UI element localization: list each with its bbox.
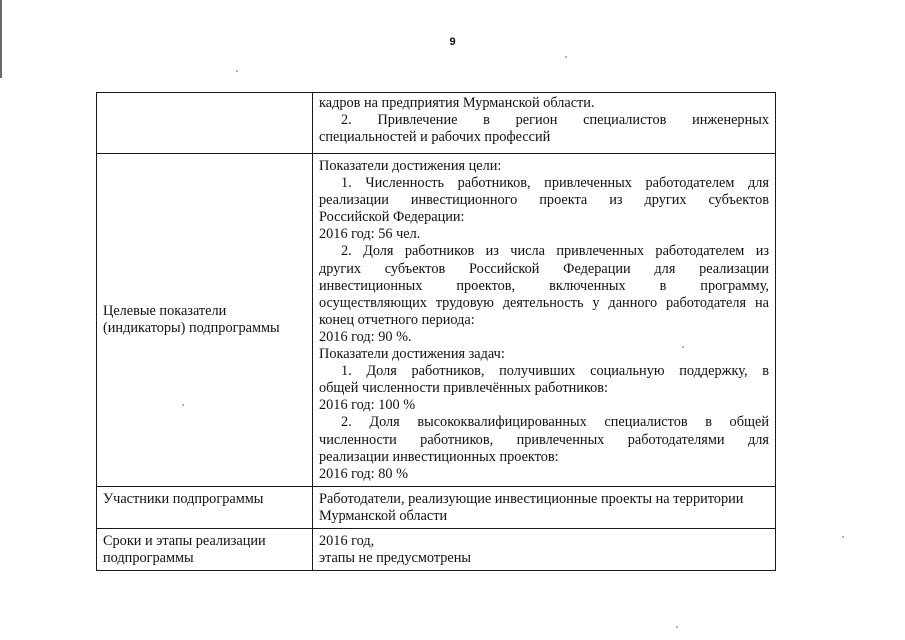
- row-label: (индикаторы) подпрограммы: [103, 319, 280, 336]
- text-line: 2016 год: 90 %.: [319, 328, 412, 345]
- text-line: 2016 год: 100 %: [319, 397, 416, 414]
- row-label-cell: [97, 93, 313, 154]
- row-label: Сроки и этапы реализации: [103, 532, 266, 549]
- text-line: осуществляющих трудовую деятельность у данного работодателя на: [319, 294, 769, 311]
- text-line: 1. Численность работников, привлеченных работодателем для: [341, 175, 769, 192]
- table-row: [97, 486, 776, 528]
- text-line: 2016 год: 56 чел.: [319, 226, 421, 243]
- text-line: 2. Доля работников из числа привлеченных работодателем из: [341, 243, 769, 260]
- text-line: инвестиционных проектов, включенных в программу,: [319, 277, 769, 294]
- text-line: Работодатели, реализующие инвестиционные проекты на территории: [319, 490, 744, 507]
- row-label: Участники подпрограммы: [103, 490, 264, 507]
- text-line: общей численности привлечённых работников:: [319, 380, 608, 397]
- text-line: Мурманской области: [319, 507, 448, 524]
- row-content-cell: [313, 528, 776, 570]
- text-line: 2016 год,: [319, 532, 375, 549]
- table-row: [97, 93, 776, 154]
- text-line: кадров на предприятия Мурманской области.: [319, 95, 595, 111]
- row-content-cell: [313, 154, 776, 487]
- cell-text: [103, 529, 306, 570]
- row-label: Целевые показатели: [103, 302, 227, 319]
- row-content-cell: [313, 486, 776, 528]
- text-line: реализации инвестиционных проектов:: [319, 448, 559, 465]
- text-line: Показатели достижения цели:: [319, 158, 502, 174]
- page-number: 9: [449, 36, 456, 48]
- subprogram-passport-table: [96, 92, 776, 571]
- text-line: Показатели достижения задач:: [319, 346, 505, 363]
- text-line: 2. Доля высококвалифицированных специалистов в общей: [341, 414, 769, 431]
- row-label: подпрограммы: [103, 550, 194, 567]
- cell-text: [319, 154, 769, 486]
- cell-text: [319, 529, 769, 570]
- cell-text: [319, 487, 769, 528]
- text-line: реализации инвестиционного проекта из других субъектов: [319, 192, 769, 209]
- text-line: других субъектов Российской Федерации для реализации: [319, 260, 769, 277]
- table-row: [97, 528, 776, 570]
- text-line: этапы не предусмотрены: [319, 550, 472, 567]
- table-row: [97, 154, 776, 487]
- row-label-cell: [97, 528, 313, 570]
- text-line: численности работников, привлеченных работодателями для: [319, 431, 769, 448]
- cell-text: [103, 487, 306, 508]
- text-line: 2016 год: 80 %: [319, 465, 409, 482]
- text-line: Российской Федерации:: [319, 209, 465, 226]
- scan-speck: [236, 70, 238, 72]
- scan-speck: [676, 626, 678, 628]
- row-label-cell: [97, 154, 313, 487]
- text-line: 2. Привлечение в регион специалистов инженерных: [341, 112, 769, 129]
- text-line: 1. Доля работников, получивших социальную поддержку, в: [341, 363, 769, 380]
- cell-text: [319, 93, 769, 149]
- scan-speck: [842, 536, 844, 538]
- row-label-cell: [97, 486, 313, 528]
- text-line: конец отчетного периода:: [319, 311, 475, 328]
- scan-speck: [565, 56, 567, 58]
- text-line: специальностей и рабочих профессий: [319, 129, 551, 146]
- row-content-cell: [313, 93, 776, 154]
